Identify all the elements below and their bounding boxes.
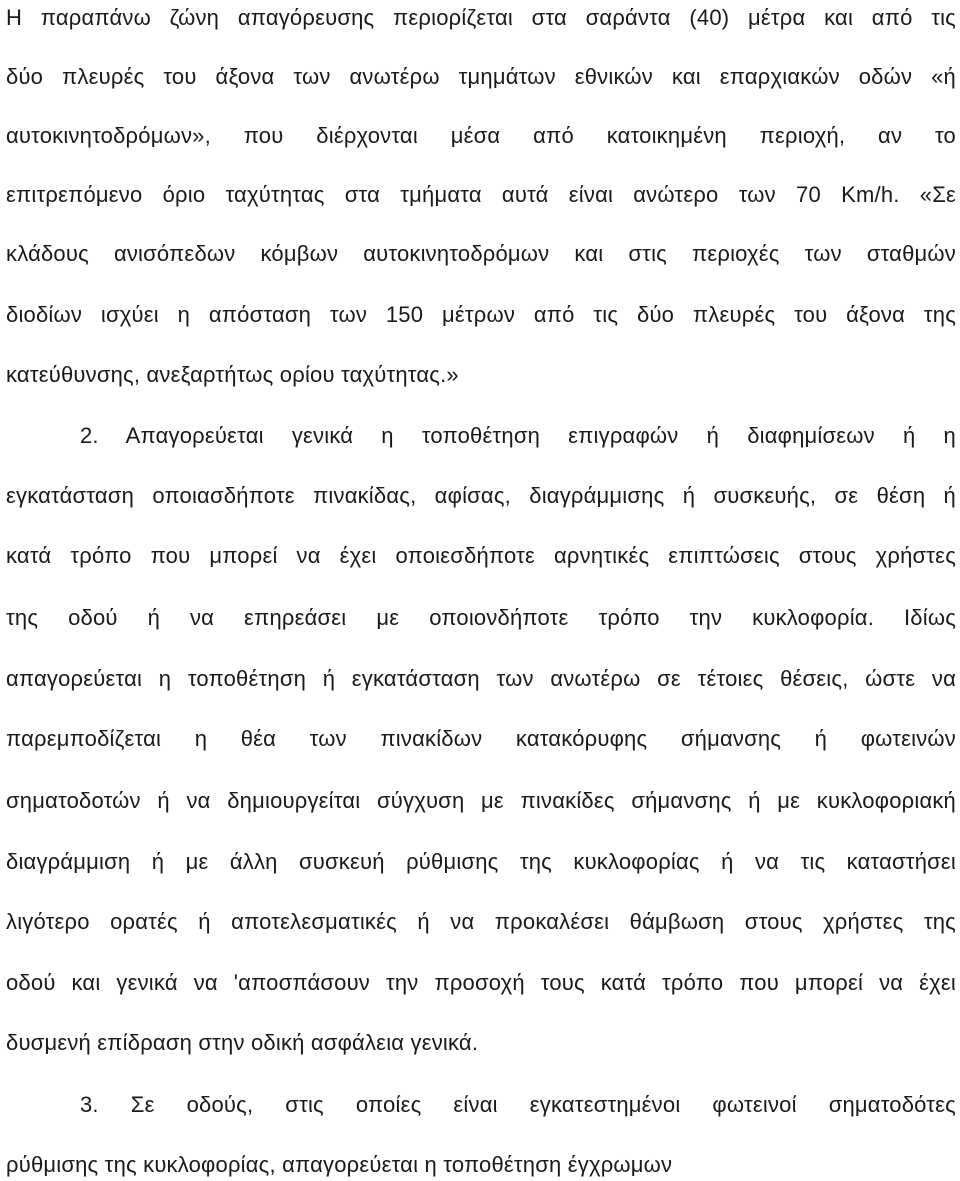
paragraph-line: λιγότερο ορατές ή αποτελεσματικές ή να προκαλέσει θάμβωση στους χρήστες της [6, 909, 956, 934]
paragraph-line: ρύθμισης της κυκλοφορίας, απαγορεύεται η τοποθέτηση έγχρωμων [6, 1152, 673, 1177]
paragraph-line: σηματοδοτών ή να δημιουργείται σύγχυση με πινακίδες σήμανσης ή με κυκλοφοριακή [6, 788, 956, 813]
paragraph-line: διαγράμμιση ή με άλλη συσκευή ρύθμισης της κυκλοφορίας ή να τις καταστήσει [6, 849, 956, 874]
paragraph-line: δυσμενή επίδραση στην οδική ασφάλεια γενικά. [6, 1030, 479, 1055]
paragraph-line: κατά τρόπο που μπορεί να έχει οποιεσδήποτε αρνητικές επιπτώσεις στους χρήστες [6, 543, 956, 568]
paragraph-line: κατεύθυνσης, ανεξαρτήτως ορίου ταχύτητας.» [6, 362, 459, 387]
paragraph-line: 2. Απαγορεύεται γενικά η τοποθέτηση επιγραφών ή διαφημίσεων ή η [80, 423, 956, 448]
paragraph-line: επιτρεπόμενο όριο ταχύτητας στα τμήματα αυτά είναι ανώτερο των 70 Km/h. «Σε [6, 182, 956, 207]
paragraph-line: εγκατάσταση οποιασδήποτε πινακίδας, αφίσας, διαγράμμισης ή συσκευής, σε θέση ή [6, 483, 956, 508]
paragraph-line: οδού και γενικά να 'αποσπάσουν την προσοχή τους κατά τρόπο που μπορεί να έχει [6, 970, 956, 995]
paragraph-line: 3. Σε οδούς, στις οποίες είναι εγκατεστημένοι φωτεινοί σηματοδότες [80, 1092, 956, 1117]
paragraph-line: παρεμποδίζεται η θέα των πινακίδων κατακόρυφης σήμανσης ή φωτεινών [6, 726, 956, 751]
paragraph-line: δύο πλευρές του άξονα των ανωτέρω τμημάτων εθνικών και επαρχιακών οδών «ή [6, 64, 956, 89]
paragraph-line: διοδίων ισχύει η απόσταση των 150 μέτρων από τις δύο πλευρές του άξονα της [6, 302, 956, 327]
paragraph-line: της οδού ή να επηρεάσει με οποιονδήποτε τρόπο την κυκλοφορία. Ιδίως [6, 605, 956, 630]
paragraph-line: κλάδους ανισόπεδων κόμβων αυτοκινητοδρόμων και στις περιοχές των σταθμών [6, 241, 956, 266]
paragraph-line: Η παραπάνω ζώνη απαγόρευσης περιορίζεται στα σαράντα (40) μέτρα και από τις [6, 5, 956, 30]
paragraph-line: αυτοκινητοδρόμων», που διέρχονται μέσα από κατοικημένη περιοχή, αν το [6, 123, 956, 148]
paragraph-line: απαγορεύεται η τοποθέτηση ή εγκατάσταση των ανωτέρω σε τέτοιες θέσεις, ώστε να [6, 666, 956, 691]
